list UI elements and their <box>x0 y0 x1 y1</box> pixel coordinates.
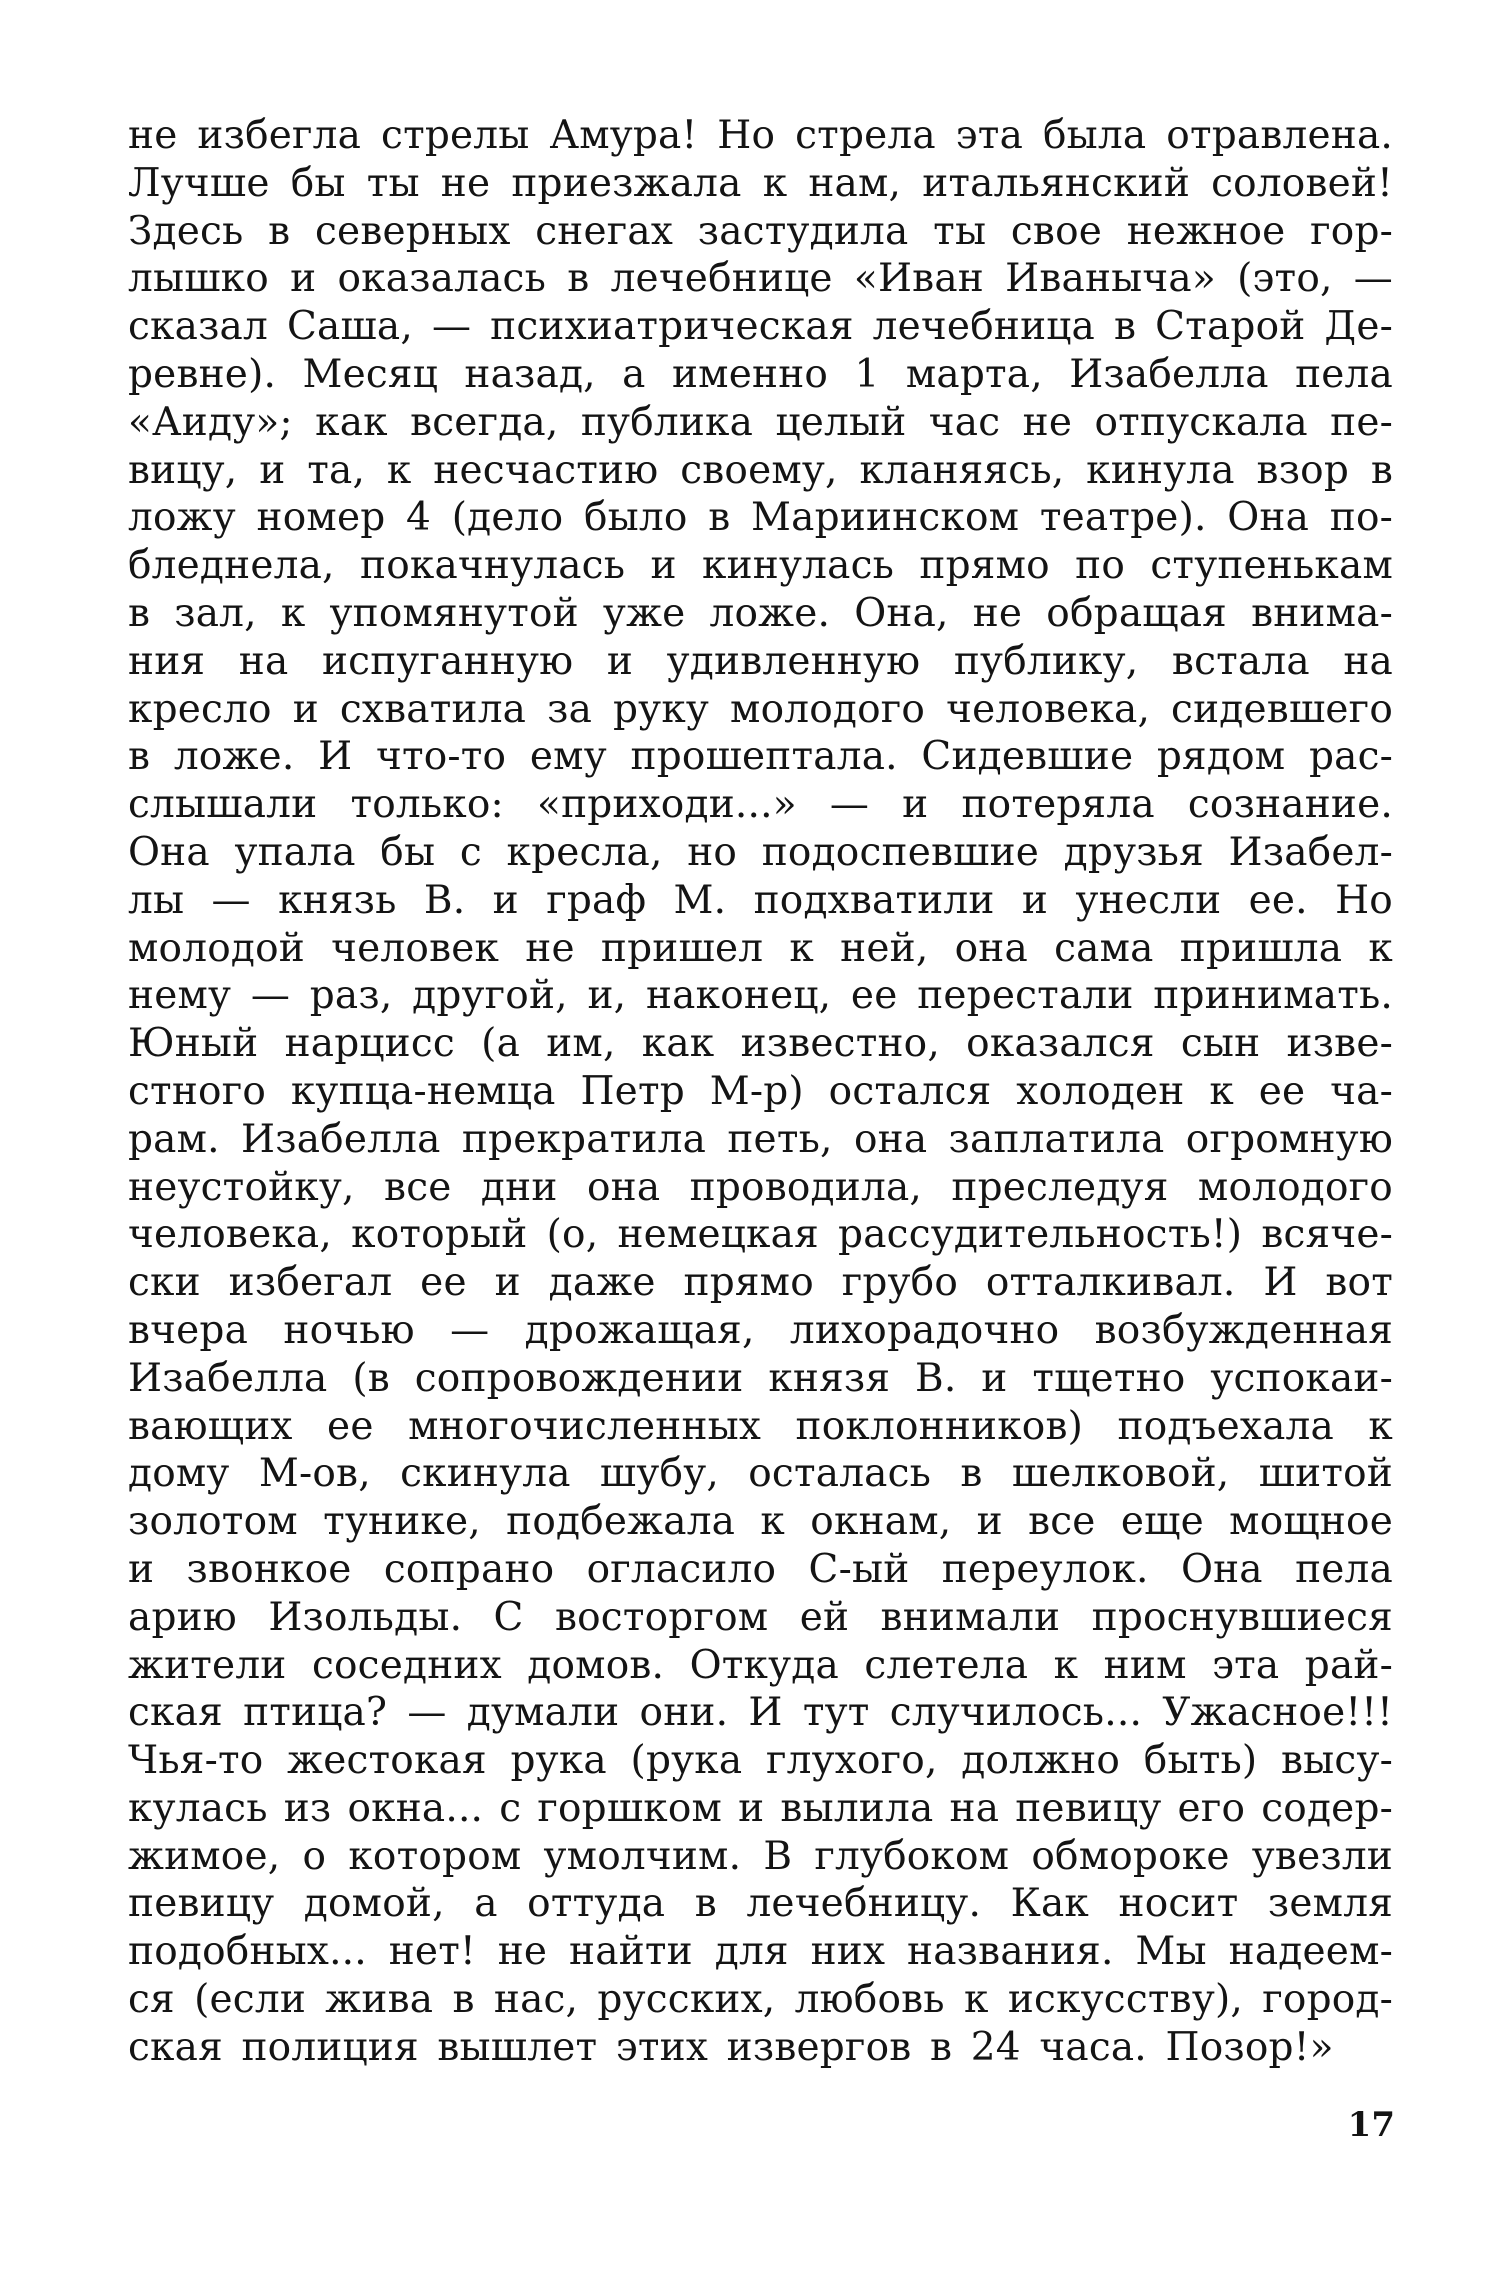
text-line: Изабелла (в сопровождении князя В. и тщетно успокаи- <box>128 1355 1393 1401</box>
text-line: ревне). Месяц назад, а именно 1 марта, Изабелла пела <box>128 351 1393 397</box>
text-line: золотом тунике, подбежала к окнам, и все еще мощное <box>128 1499 1393 1545</box>
text-line: кресло и схватила за руку молодого человека, сидевшего <box>128 686 1393 732</box>
text-line: «Аиду»; как всегда, публика целый час не отпускала пе- <box>128 399 1393 445</box>
text-line: ся (если жива в нас, русских, любовь к искусству), город- <box>128 1977 1393 2023</box>
text-line: в зал, к упомянутой уже ложе. Она, не обращая внима- <box>128 590 1393 636</box>
text-line: Она упала бы с кресла, но подоспевшие друзья Изабел- <box>128 829 1393 875</box>
text-line: ния на испуганную и удивленную публику, встала на <box>128 638 1393 684</box>
text-line: вицу, и та, к несчастию своему, кланяясь, кинула взор в <box>128 447 1393 493</box>
text-line: Юный нарцисс (а им, как известно, оказался сын изве- <box>128 1021 1393 1067</box>
text-line: Здесь в северных снегах застудила ты свое нежное гор- <box>128 208 1393 254</box>
text-line: вчера ночью — дрожащая, лихорадочно возбужденная <box>128 1307 1393 1353</box>
text-line: Лучше бы ты не приезжала к нам, итальянский соловей! <box>128 160 1393 206</box>
text-line: человека, который (о, немецкая рассудительность!) всяче- <box>128 1212 1393 1258</box>
text-line: арию Изольды. С восторгом ей внимали проснувшиеся <box>128 1594 1393 1640</box>
text-line: певицу домой, а оттуда в лечебницу. Как носит земля <box>128 1881 1393 1927</box>
text-line: рам. Изабелла прекратила петь, она заплатила огромную <box>128 1116 1393 1162</box>
text-line: бледнела, покачнулась и кинулась прямо по ступенькам <box>128 543 1393 589</box>
text-line: и звонкое сопрано огласило С-ый переулок. Она пела <box>128 1546 1393 1592</box>
text-line: неустойку, все дни она проводила, преследуя молодого <box>128 1164 1393 1210</box>
text-line: в ложе. И что-то ему прошептала. Сидевшие рядом рас- <box>128 734 1393 780</box>
text-line: молодой человек не пришел к ней, она сама пришла к <box>128 925 1393 971</box>
text-line: сказал Саша, — психиатрическая лечебница в Старой Де- <box>128 304 1393 350</box>
text-line: подобных... нет! не найти для них названия. Мы надеем- <box>128 1929 1393 1975</box>
text-line: стного купца-немца Петр М-р) остался холоден к ее ча- <box>128 1068 1393 1114</box>
text-line: лышко и оказалась в лечебнице «Иван Иваныча» (это, — <box>128 256 1393 302</box>
text-line: ложу номер 4 (дело было в Мариинском театре). Она по- <box>128 495 1393 541</box>
text-line: дому М-ов, скинула шубу, осталась в шелковой, шитой <box>128 1451 1393 1497</box>
body-text <box>128 112 1393 2072</box>
text-line: ская полиция вышлет этих извергов в 24 часа. Позор!» <box>128 2024 1334 2070</box>
text-line: кулась из окна... с горшком и вылила на певицу его содер- <box>128 1785 1393 1831</box>
text-line: жимое, о котором умолчим. В глубоком обмороке увезли <box>128 1833 1393 1879</box>
text-line: жители соседних домов. Откуда слетела к ним эта рай- <box>128 1642 1393 1688</box>
text-line: слышали только: «приходи...» — и потеряла сознание. <box>128 782 1393 828</box>
text-line: Чья-то жестокая рука (рука глухого, должно быть) высу- <box>128 1738 1393 1784</box>
text-line: ская птица? — думали они. И тут случилось... Ужасное!!! <box>128 1690 1393 1736</box>
text-line: нему — раз, другой, и, наконец, ее перестали принимать. <box>128 973 1393 1019</box>
text-line: вающих ее многочисленных поклонников) подъехала к <box>128 1403 1393 1449</box>
text-line: лы — князь В. и граф М. подхватили и унесли ее. Но <box>128 877 1393 923</box>
text-line: не избегла стрелы Амура! Но стрела эта была отравлена. <box>128 113 1393 158</box>
page-number: 17 <box>1347 2105 1395 2145</box>
text-line: ски избегал ее и даже прямо грубо отталкивал. И вот <box>128 1260 1393 1306</box>
